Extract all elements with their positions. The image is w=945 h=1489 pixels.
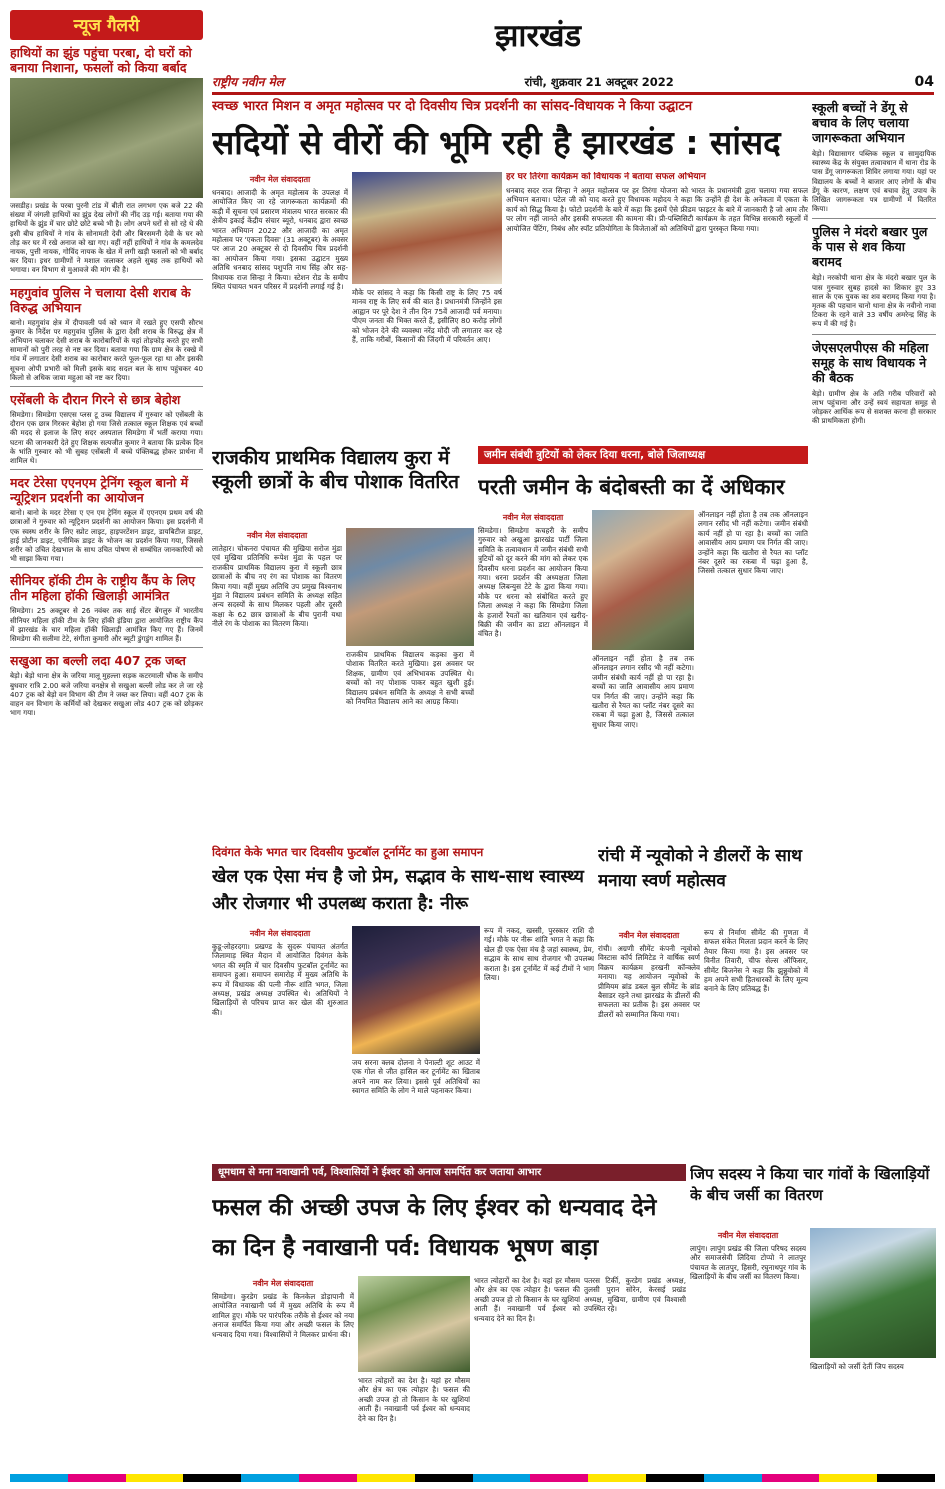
land-kicker: जमीन संबंधी त्रुटियों को लेकर दिया धरना, बोले जिलाध्यक्ष	[478, 446, 808, 464]
story-body: बेड़ो। ग्रामीण क्षेत्र के अति गरीब परिवारों को लाभ पहुंचाना और उन्हें स्वयं सहायता समूह से जोड़कर आर्थिक रूप से सशक्त करना ही सरकार की प्राथमिकता होगी।	[812, 388, 936, 426]
story-title: महगुवांव पुलिस ने चलाया देसी शराब के विरुद्ध अभियान	[10, 284, 191, 315]
jersey-body: लापुंग। लापुंग प्रखंड की जिला परिषद सदस्य और समाजसेवी लिदिया टोप्पो ने लातपुर पंचायत के लातपुर, हिसरी, रघुनाथपुर गांव के खिलाड़ियों के बीच जर्सी का वितरण किया।	[690, 1244, 806, 1282]
byline: नवीन मेल संवाददाता	[246, 531, 308, 540]
jersey-col-1	[690, 1228, 806, 1472]
harvest-headline-box	[212, 1188, 686, 1272]
football-body: रूप में नकद, खस्सी, पुरस्कार राशि दी गई। मौके पर नीरू शांति भगत ने कहा कि खेल ही एक ऐसा मंच है जहां स्वास्थ्य, प्रेम, सद्भाव के साथ साथ रोजगार भी उपलब्ध कराता है। इस टूर्नामेंट में कई टीमों ने भाग लिया।	[484, 926, 594, 983]
harvest-body: भारत त्योहारों का देश है। यहां हर मौसम और क्षेत्र का एक त्योहार है। फसल की अच्छी उपज हो तो किसान के घर खुशियां आती हैं। नवाखानी पर्व ईश्वर को धन्यवाद देने का दिन है।	[474, 1276, 580, 1323]
exhibition-photo	[352, 172, 502, 284]
lead-kicker: स्वच्छ भारत मिशन व अमृत महोत्सव पर दो दिवसीय चित्र प्रदर्शनी का सांसद-विधायक ने किया उद्घाटन	[212, 99, 693, 114]
lead-headline: सदियों से वीरों की भूमि रही है झारखंड : सांसद	[212, 123, 781, 162]
lead-body: धनबाद। आजादी के अमृत महोत्सव के उपलक्ष में आयोजित किए जा रहे जागरूकता कार्यक्रमों की कड़ी में सूचना एवं प्रसारण मंत्रालय भारत सरकार की क्षेत्रीय इकाई केंद्रीय संचार ब्यूरो, धनबाद द्वारा स्वच्छ भारत अभियान 2022 और आजादी का अमृत महोत्सव पर 'एकता दिवस' (31 अक्टूबर) के अवसर पर आज 20 अक्टूबर से दो दिवसीय चित्र प्रदर्शनी का आयोजन किया गया। इसका उद्घाटन मुख्य अतिथि धनबाद सांसद पशुपति नाथ सिंह और सह-विधायक राज सिन्हा ने किया। स्टेशन रोड के समीप स्थित पंचायत भवन परिसर में प्रदर्शनी लगाई गई है।	[212, 188, 348, 292]
byline: नवीन मेल संवाददाता	[618, 931, 680, 940]
land-col-1	[478, 510, 588, 838]
lead-col-1	[212, 172, 348, 440]
side-kicker: हर घर तिरंगा कार्यक्रम को विधायक ने बताया सफल अभियान	[506, 172, 706, 182]
football-headline-box	[212, 864, 594, 922]
jersey-caption: खिलाड़ियों को जर्सी देतीं जिप सदस्य	[810, 1362, 904, 1371]
byline: नवीन मेल संवाददाता	[252, 1279, 314, 1288]
harvest-body: सिमडेगा। कुरडेग प्रखंड के किनकेल डोड़ापानी में आयोजित नवाखानी पर्व में मुख्य अतिथि के रूप में शामिल हुए। मौके पर पारंपरिक तरीके से ईश्वर को नया अनाज समर्पित किया गया और अच्छी फसल के लिए धन्यवाद दिया गया। विश्वासियों ने मिलकर प्रार्थना की।	[212, 1292, 354, 1339]
divider	[812, 334, 936, 335]
harvest-body: पतरस टिर्की, कुरडेग प्रखंड अध्यक्ष, तुलसी पुरान सोरेन, केरसई प्रखंड अध्यक्ष, मुखिया, ग्रामीण एवं विश्वासी उपस्थित रहे।	[584, 1276, 686, 1314]
lead-body: मौके पर सांसद ने कहा कि किसी राष्ट्र के लिए 75 वर्ष मानव राष्ट्र के लिए सर्व की बात है। प्रधानमंत्री जिन्होंने इस आह्वान पर पूरे देश ने तीन दिन 75वें आजादी पर्व मनाया। पीएम जनता की भिक्त करते हैं, इसीलिए 80 करोड़ लोगों को भोजन देने की व्यवस्था नरेंद्र मोदी जी लगातार कर रहे हैं, ताकि गरीबों, किसानों की जिंदगी में परिवर्तन आए।	[352, 288, 502, 345]
football-col-2	[352, 926, 480, 1158]
elephant-photo	[10, 78, 203, 198]
side-body: धनबाद सदर राज सिन्हा ने अमृत महोत्सव पर हर तिरंगा योजना को भारत के प्रधानमंत्री द्वारा चलाया गया सफल अभियान बताया। पटेल जी को याद करते हुए विधायक महोदय ने कहा कि उन्होंने ही देश के अनेकता में एकता के कार्य को सिद्ध किया है। फोटो प्रदर्शनी के बारे में कहा कि इसमें ऐसे फ्रीडम फाइटर के बारे में जानकारी है जो आम तौर पर लोग नहीं जानते और इसकी सफलता की कामना की। प्री-पब्लिसिटी कार्यक्रम के तहत विभिन्न सरकारी स्कूलों में आयोजित पेंटिंग, निबंध और स्पॉट प्रतियोगिता के विजेताओं को अतिथियों द्वारा पुरस्कृत किया गया।	[506, 186, 808, 233]
football-kicker-box	[212, 844, 594, 862]
kura-col-2	[346, 528, 474, 838]
story-title: एसेंबली के दौरान गिरने से छात्र बेहोश	[10, 392, 181, 408]
newvo-body: रांची। अग्रणी सीमेंट कंपनी न्यूवोको विस्टास कॉर्प लिमिटेड ने वार्षिक स्वर्ण विक्रय कार्यक्रम हरखनी कॉन्क्लेव मनाया। यह आयोजन न्यूवोको के प्रीमियम ब्रांड डबल बुल सीमेंट के ब्रांड बैसाडर रहने तथा झारखंड के डीलरों की सफलता का प्रतीक है। इस अवसर पर डीलरों को सम्मानित किया गया।	[598, 944, 700, 1019]
harvest-col-2	[358, 1276, 470, 1472]
story-body: बानो। महगुवांव क्षेत्र में दीपावली पर्व को ध्यान में रखते हुए एसपी सौरभ कुमार के निर्देश पर महगुवांव पुलिस के द्वारा देसी शराब के विरुद्ध क्षेत्र में अभियान चलाकर देसी शराब के कारोबारियों के यहां तोड़फोड़ करते हुए सभी सामानों को पुरी तरह से नष्ट कर दिया। बताया गया कि ग्राम क्षेत्र के रक्खे में गांव में लगातार देसी शराब का कारोबार करते फूल-फूल रहा था और इसकी सूचना ओपी प्रभारी को मिली इसके बाद सदल बल के साथ पहुंचकर 40 किलो से अधिक जावा महुआ को नष्ट कर दिया।	[10, 317, 203, 382]
story-title: मदर टेरेसा एएनएम ट्रेनिंग स्कूल बानो में न्यूट्रिशन प्रदर्शनी का आयोजन	[10, 475, 189, 506]
kura-col-1	[212, 528, 342, 838]
story-title: सीनियर हॉकी टीम के राष्ट्रीय कैंप के लिए तीन महिला हॉकी खिलाड़ी आमंत्रित	[10, 573, 196, 604]
land-col-2	[592, 510, 694, 838]
news-gallery-rail	[10, 10, 203, 1480]
issue-date: रांची, शुक्रवार 21 अक्टूबर 2022	[524, 75, 674, 89]
football-caption: जय सरना क्लब दोलना ने पेनाल्टी शूट आउट में एक गोल से जीत हासिल कर टूर्नामेंट का खिताब अपने नाम कर लिया। इससे पूर्व अतिथियों का स्वागत समिति के लोग ने माले पहनाकर किया।	[352, 1058, 480, 1096]
story-body: बेड़ो। बेड़ो थाना क्षेत्र के जरिया मालू मुहल्ला सड़क कटरमाली चौक के समीप बुधवार रात्रि 2.00 बजे जरिया वनक्षेत्र से सखुआ बल्ली लोड कर ले जा रहे 407 ट्रक को बेड़ो वन विभाग की टीम ने जब्त कर लिया। वहीं 407 ट्रक के वाहन वन विभाग के कर्मियों को देखकर सखुआ लोड 407 ट्रक को छोड़कर भाग गया।	[10, 671, 203, 718]
football-prize-photo	[352, 926, 480, 1054]
land-body: ऑनलाइन नहीं होता है तब तक ऑनलाइन लगान रसीद भी नहीं कटेगा। जमीन संबंधी कार्य नहीं हो पा रहा है। बच्चों का जाति आवासीय आय प्रमाण पत्र निर्गत की जाए। उन्होंने कहा कि खतौरा से रैयत का प्लॉट नंबर दूसरे का रकबा में चढ़ा हुआ है, जिससे तत्काल सुधार किया जाए।	[592, 654, 694, 729]
harvest-col-3	[474, 1276, 580, 1472]
harvest-kicker: धूमधाम से मना नवाखानी पर्व, विश्वासियों ने ईश्वर को अनाज समर्पित कर जताया आभार	[212, 1164, 686, 1181]
newvo-headline-box	[598, 844, 808, 924]
harvest-kicker-box	[212, 1164, 686, 1184]
story-title: पुलिस ने मंदरो बखार पुल के पास से शव किया बरामद	[812, 224, 928, 270]
story-title: सखुआ का बल्ली लदा 407 ट्रक जब्त	[10, 653, 186, 669]
story-body: बेड़ो। विद्यासागर पब्लिक स्कूल व सामुदायिक स्वास्थ्य केंद्र के संयुक्त तत्वावधान में थाना रोड के पास डेंगू जागरूकता शिविर लगाया गया। यहां पर विद्यालय के बच्चों ने बाजार आए लोगों के बीच डेंगू के कारण, लक्षण एवं बचाव हेतु उपाय के लिखित जागरूकता पत्र ग्रामीणों में वितरित किया।	[812, 149, 936, 214]
harvest-col-4	[584, 1276, 686, 1472]
right-rail	[812, 96, 936, 1480]
news-gallery-header: न्यूज गैलरी	[10, 10, 203, 40]
divider	[10, 647, 203, 648]
harvest-body: भारत त्योहारों का देश है। यहां हर मौसम और क्षेत्र का एक त्योहार है। फसल की अच्छी उपज हो तो किसान के घर खुशियां आती हैं। नवाखानी पर्व ईश्वर को धन्यवाद देने का दिन है।	[358, 1376, 470, 1423]
brand-name: राष्ट्रीय नवीन मेल	[212, 75, 284, 89]
football-headline: खेल एक ऐसा मंच है जो प्रेम, सद्भाव के साथ-साथ स्वास्थ्य और रोजगार भी उपलब्ध कराता है: नीरू	[212, 867, 584, 914]
story-title: स्कूली बच्चों ने डेंगू से बचाव के लिए चलाया जागरूकता अभियान	[812, 100, 909, 145]
story-title: हाथियों का झुंड पहुंचा परबा, दो घरों को बनाया निशाना, फसलों को किया बर्बाद	[10, 45, 192, 75]
jersey-headline: जिप सदस्य ने किया चार गांवों के खिलाड़ियों के बीच जर्सी का वितरण	[690, 1165, 930, 1204]
newvo-headline: रांची में न्यूवोको ने डीलरों के साथ मनाया स्वर्ण महोत्सव	[598, 846, 803, 891]
dharna-photo	[592, 510, 694, 650]
divider	[10, 469, 203, 470]
section-state-title: झारखंड	[495, 18, 582, 54]
kura-body: लातेहार। चोकनरा पंचायत की मुखिया सरोज मुंडा एवं मुखिया प्रतिनिधि रूपेश मुंडा के पहल पर राजकीय प्राथमिक विद्यालय कुरा में स्कूली छात्र छात्राओं के बीच नए रंग का पोशाक का वितरण किया गया। वहीं मुख्य अतिथि उप प्रमुख विश्वनाथ मुंडा ने विद्यालय प्रबंधन समिति के अध्यक्ष सहित अन्य सदस्यों के साथ मिलकर पहली और दूसरी कक्षा के 62 छात्र छात्राओं के बीच पुरानी यथा नीले रंग के पोशाक का वितरण किया।	[212, 544, 342, 629]
byline: नवीन मेल संवाददाता	[502, 513, 564, 522]
football-kicker: दिवंगत केके भगत चार दिवसीय फुटबॉल टूर्नामेंट का हुआ समापन	[212, 845, 484, 859]
harvest-col-1	[212, 1276, 354, 1472]
land-col-3	[698, 510, 808, 838]
story-body: सिमडेगा। सिमडेगा एसएस प्लस टू उच्च विद्यालय में गुरुवार को एसेंबली के दौरान एक छात्र गिरकर बेहोश हो गया जिसे तत्काल स्कूल शिक्षक एवं बच्चों की मदद से इलाज के लिए सदर अस्पताल सिमडेगा में भर्ती कराया गया। घटना की जानकारी देते हुए शिक्षक सत्यजीत कुमार ने बताया कि प्रत्येक दिन के भांति गुरुवार को भी सुबह एसेंबली में बच्चे पंक्तिबद्ध होकर प्रार्थना में शामिल थे।	[10, 410, 203, 466]
newvo-body: रूप से निर्माण सीमेंट की गुणता में सफल संकेत मिलता प्रदान करने के लिए तैयार किया गया है। इस अवसर पर विनीत तिवारी, चीफ सेल्स ऑफिसर, सीमेंट बिजनेस ने कहा कि झुन्नुवोको में हम अपने सभी हितधारकों के लिए मूल्य बनाने के लिए प्रतिबद्ध हैं।	[704, 928, 808, 994]
byline: नवीन मेल संवाददाता	[717, 1231, 779, 1240]
land-kicker-box	[478, 446, 808, 468]
byline: नवीन मेल संवाददाता	[249, 929, 311, 938]
kura-headline-box	[212, 446, 474, 524]
story-body: बानो। बानो के मदर टेरेसा ए एन एम ट्रेनिंग स्कूल में एएनएम प्रथम वर्ष की छात्राओं ने गुरुवार को न्यूट्रिशन प्रदर्शनी का आयोजन किया। इस प्रदर्शनी में एक स्वस्थ शरीर के लिए स्प्रोट लाइट, हाइपरटेंशन डाइट, डायबिटीज डाइट, हाई प्रोटीन डाइट, एनीमिक डाइट के भोजन का प्रदर्शन किया गया, जिससे शरीर को उचित देखभाल के साथ उचित पोषण से सम्बंधित जानकारियों को भी साझा किया गया।	[10, 508, 203, 564]
byline: नवीन मेल संवाददाता	[249, 175, 311, 184]
kura-body: राजकीय प्राथमिक विद्यालय कड़का कुरा में पोशाक वितरित करते मुखिया। इस अवसर पर शिक्षक, ग्रामीण एवं अभिभावक उपस्थित थे। बच्चों को नए पोशाक पाकर बहुत खुशी हुई। विद्यालय प्रबंधन समिति के अध्यक्ष ने सभी बच्चों को नियमित विद्यालय आने का आग्रह किया।	[346, 650, 474, 707]
lead-headline-box	[212, 120, 808, 168]
color-registration-bar	[10, 1474, 935, 1482]
land-body: ऑनलाइन नहीं होता है तब तक ऑनलाइन लगान रसीद भी नहीं कटेगा। जमीन संबंधी कार्य नहीं हो पा रहा है। बच्चों का जाति आवासीय आय प्रमाण पत्र निर्गत की जाए। उन्होंने कहा कि खतौरा से रैयत का प्लॉट नंबर दूसरे का रकबा में चढ़ा हुआ है, जिससे तत्काल सुधार किया जाए।	[698, 510, 808, 576]
football-body: कुडू-लोहरदगा। प्रखण्ड के सुदरू पंचायत अंतर्गत जिलामाड़ स्थित मैदान में आयोजित दिवंगत केके भगत की स्मृति में चार दिवसीय फुटबॉल टूर्नामेंट का समापन हुआ। समापन समारोह में मुख्य अतिथि के रूप में विधायक की पत्नी नीरू शांति भगत, जिला अध्यक्ष, प्रखंड अध्यक्ष उपस्थित थे। अतिथियों ने खिलाड़ियों से परिचय प्राप्त कर खेल की शुरुआत की।	[212, 942, 348, 1017]
story-body: सिमडेगा। 25 अक्टूबर से 26 नवंबर तक साई सेंटर बेंगलुरु में भारतीय सीनियर महिला हॉकी टीम के लिए हॉकी इंडिया द्वारा आयोजित राष्ट्रीय कैंप में झारखंड के चार महिला हॉकी खिलाड़ी आमंत्रित किए गए हैं। जिनमें सिमडेगा की सलीमा टेटे, संगीता कुमारी और ब्यूटी डुंगडुंग शामिल हैं।	[10, 606, 203, 644]
lead-kicker-box	[212, 98, 808, 118]
nawakhani-photo	[358, 1276, 470, 1372]
harvest-headline: फसल की अच्छी उपज के लिए ईश्वर को धन्यवाद देने का दिन है नवाखानी पर्व: विधायक भूषण बाड़ा	[212, 1195, 657, 1261]
land-headline: परती जमीन के बंदोबस्ती का दें अधिकार	[478, 475, 785, 499]
football-col-1	[212, 926, 348, 1158]
kura-headline: राजकीय प्राथमिक विद्यालय कुरा में स्कूली छात्रों के बीच पोशाक वितरित	[212, 447, 459, 493]
page-number: 04	[914, 74, 934, 90]
lead-side-col	[506, 172, 808, 440]
land-headline-box	[478, 472, 808, 506]
land-body: सिमडेगा। सिमडेगा कचहरी के समीप गुरुवार को अखुआ झारखंड पार्टी जिला समिति के तत्वावधान में जमीन संबंधी सभी त्रुटियों को दूर करने की मांग को लेकर एक दिवसीय धरना प्रदर्शन का आयोजन किया गया। धरना प्रदर्शन की अध्यक्षता जिला अध्यक्ष लिबन्युस टेटे के द्वारा किया गया। मौके पर धरना को संबोधित करते हुए जिला अध्यक्ष ने कहा कि सिमडेगा जिला के हजारों रैयतों का खतियान एवं खरीद-बिक्री की जमीन का डाटा ऑनलाइन में वंचित है।	[478, 526, 588, 639]
masthead-strip	[212, 64, 934, 90]
divider	[10, 279, 203, 280]
divider	[812, 218, 936, 219]
divider	[10, 386, 203, 387]
masthead-rule	[212, 92, 934, 95]
story-body: बेड़ो। नरकोपी थाना क्षेत्र के मंदरो बखार पुल के पास गुरुवार सुबह हादसे का शिकार हुए 33 साल के एक युवक का शव बरामद किया गया है। मृतक की पहचान चानो थाना क्षेत्र के नवीनो नावा टिकरा के रहने वाले 33 वर्षीय अमरेन्द्र सिंह के रूप में की गई है।	[812, 273, 936, 329]
uniform-distribution-photo	[346, 528, 474, 646]
divider	[10, 567, 203, 568]
story-title: जेएसएलपीएस की महिला समूह के साथ विधायक ने की बैठक	[812, 339, 929, 385]
football-col-3	[484, 926, 594, 1158]
lead-col-2	[352, 172, 502, 440]
newvo-col-1	[598, 928, 700, 1158]
newvo-col-2	[704, 928, 808, 1158]
story-body: जसडीह। प्रखंड के परबा पुरनी टांड में बीती रात लगभग एक बजे 22 की संख्या में जंगली हाथियों का झुंड देख लोगों की नींद उड़ गई। बताया गया की हाथियों के झुंड में चार छोटे छोटे बच्चे भी है। लोग अपने घरों से सो रहे थे की इसी बीच हाथियों ने गांव के सोनामती देवी और बिरसमनी देवी के घर को तोड़ कर घर में रखे अनाज को खा गए। वहीं नहीं हाथियों ने गांव के कमलदेव नायक, पुत्ती नायक, गोविंद नायक के खेत में लगी खड़ी फसलों को भी बर्बाद कर दिया। इधर ग्रामीणों ने मशाल जलाकर अहले सुबह तक हाथियों को भगाया। वन विभाग से मुआवजे की मांग की है।	[10, 201, 203, 275]
